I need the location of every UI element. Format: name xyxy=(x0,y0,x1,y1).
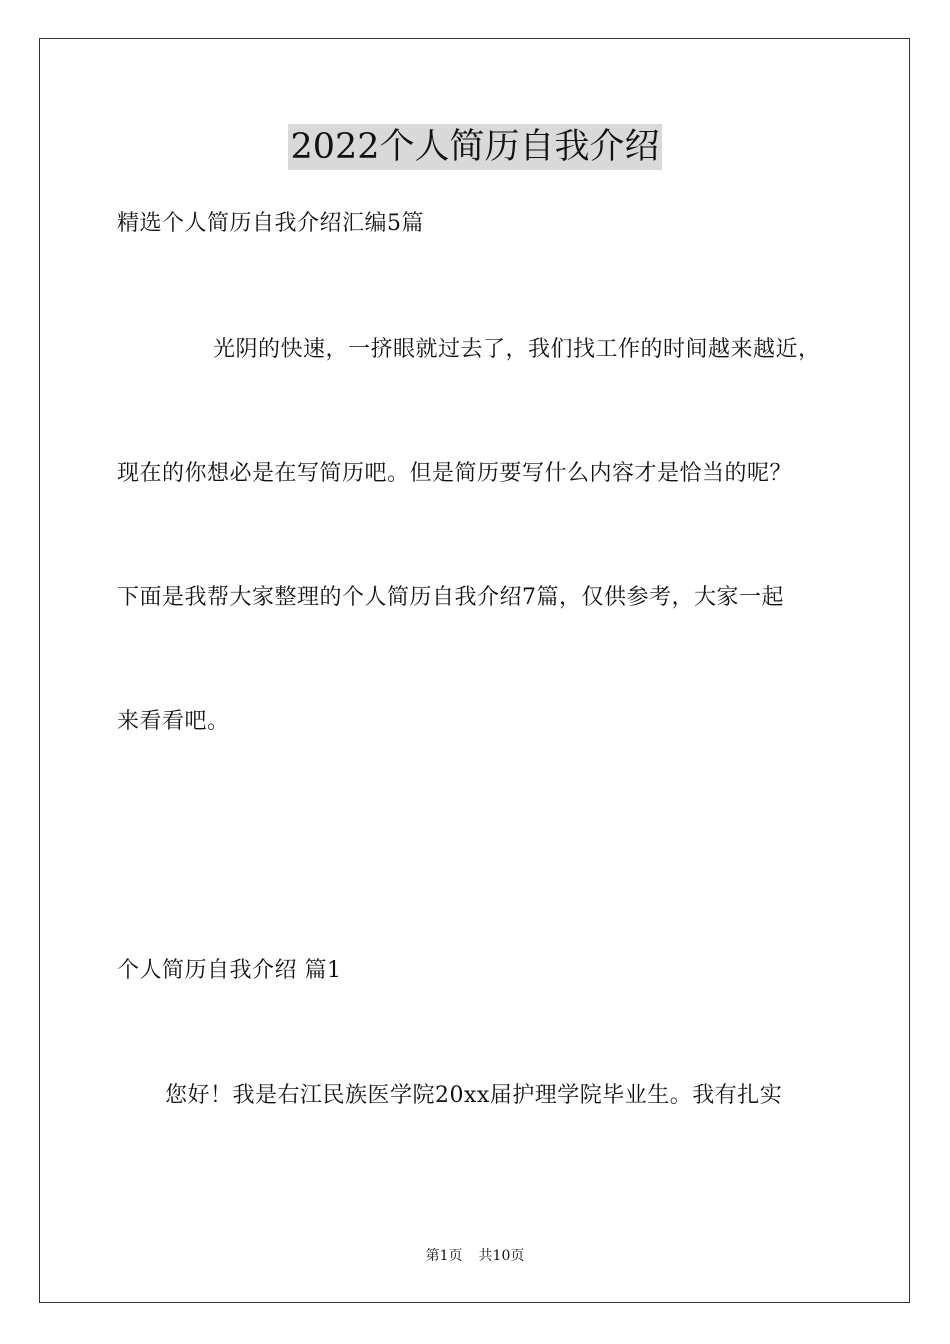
page-total: 共10页 xyxy=(478,1248,525,1264)
document-title-text: 2022个人简历自我介绍 xyxy=(288,124,661,170)
intro-line-3: 下面是我帮大家整理的个人简历自我介绍7篇，仅供参考，大家一起 xyxy=(117,585,784,610)
intro-line-1: 光阴的快速，一挤眼就过去了，我们找工作的时间越来越近， xyxy=(213,337,821,362)
section-first-line: 您好！我是右江民族医学院20xx届护理学院毕业生。我有扎实 xyxy=(165,1083,783,1108)
section-heading: 个人简历自我介绍 篇1 xyxy=(117,958,342,983)
intro-line-4: 来看看吧。 xyxy=(117,709,230,734)
page-number: 第1页 xyxy=(425,1248,463,1264)
document-subtitle: 精选个人简历自我介绍汇编5篇 xyxy=(117,211,424,236)
document-title xyxy=(0,124,950,170)
page-footer xyxy=(0,1247,950,1265)
intro-line-2: 现在的你想必是在写简历吧。但是简历要写什么内容才是恰当的呢？ xyxy=(117,461,793,486)
